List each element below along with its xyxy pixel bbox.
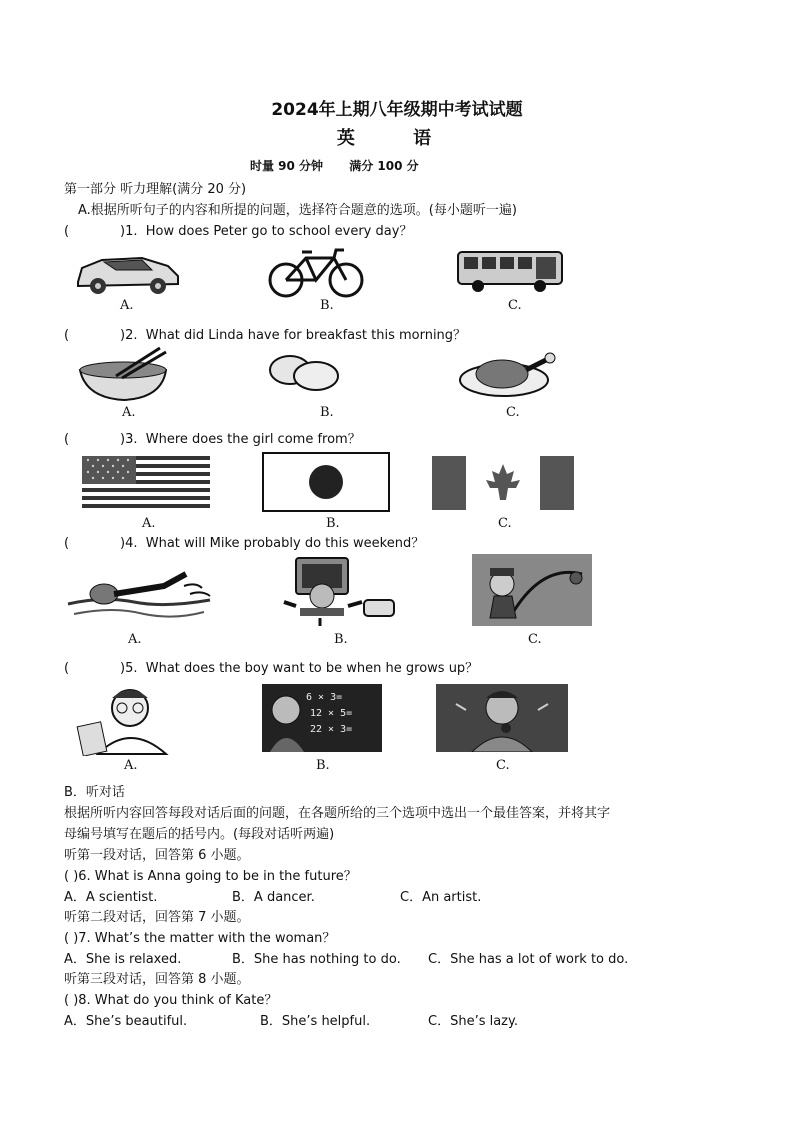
question-number: )1.: [120, 224, 138, 239]
caption-c: C.: [506, 405, 520, 420]
subject-title: 英 语: [336, 128, 458, 149]
answer-bracket[interactable]: (: [64, 224, 70, 239]
option-a[interactable]: A．She is relaxed.: [64, 952, 182, 967]
singer-icon: [436, 684, 568, 752]
caption-b: B.: [320, 405, 334, 420]
caption-b: B.: [326, 516, 340, 531]
section-b-instructions-1: 根据所听内容回答每段对话后面的问题，在各题所给的三个选项中选出一个最佳答案，并将其字: [64, 806, 611, 821]
caption-c: C.: [496, 758, 510, 773]
caption-b: B.: [316, 758, 330, 773]
caption-a: A.: [120, 298, 134, 313]
full-score: 满分 100 分: [349, 159, 419, 173]
computer-game-icon: [276, 556, 404, 628]
caption-a: A.: [122, 405, 136, 420]
caption-c: C.: [498, 516, 512, 531]
question-7: ( )7. What’s the matter with the woman？: [64, 931, 336, 946]
usa-flag-icon: [82, 456, 210, 510]
chicken-plate-icon: [456, 350, 560, 400]
part1-heading: 第一部分 听力理解(满分 20 分): [64, 182, 247, 197]
option-b[interactable]: B．She’s helpful.: [260, 1014, 371, 1029]
question-text: What did Linda have for breakfast this morning？: [145, 328, 467, 343]
option-b[interactable]: B．She has nothing to do.: [232, 952, 401, 967]
svg-text:22 × 3=: 22 × 3=: [310, 724, 353, 735]
fishing-icon: [472, 554, 592, 626]
answer-bracket[interactable]: (: [64, 661, 70, 676]
exam-title: 2024年上期八年级期中考试试题: [271, 100, 523, 120]
section-b-instructions-2: 母编号填写在题后的括号内。(每段对话听两遍): [64, 827, 335, 842]
bus-icon: [456, 248, 566, 294]
question-5: [64, 657, 478, 676]
caption-c: C.: [528, 632, 542, 647]
swimming-icon: [64, 566, 214, 630]
time-limit: 时量 90 分钟: [250, 159, 324, 173]
dialog-intro: 听第三段对话，回答第 8 小题。: [64, 972, 250, 987]
dialog-intro: 听第一段对话，回答第 6 小题。: [64, 848, 250, 863]
section-a-instructions: A.根据所听句子的内容和所提的问题，选择符合题意的选项。(每小题听一遍): [78, 203, 517, 218]
doctor-icon: [74, 684, 184, 756]
eggs-icon: [266, 352, 342, 392]
dialog-intro: 听第二段对话，回答第 7 小题。: [64, 910, 250, 925]
question-number: )3.: [120, 432, 138, 447]
answer-bracket[interactable]: (: [64, 432, 70, 447]
caption-b: B.: [320, 298, 334, 313]
caption-a: A.: [128, 632, 142, 647]
question-number: )5.: [120, 661, 138, 676]
bicycle-icon: [264, 244, 368, 300]
question-text: What does the boy want to be when he grows up？: [145, 661, 479, 676]
exam-meta: [250, 157, 441, 174]
caption-c: C.: [508, 298, 522, 313]
option-b[interactable]: B．A dancer.: [232, 890, 315, 905]
answer-bracket[interactable]: (: [64, 328, 70, 343]
question-8: ( )8. What do you think of Kate？: [64, 993, 278, 1008]
option-c[interactable]: C．She’s lazy.: [428, 1014, 518, 1029]
svg-text:12 × 5=: 12 × 5=: [310, 708, 353, 719]
question-number: )4.: [120, 536, 138, 551]
caption-a: A.: [124, 758, 138, 773]
question-6: ( )6. What is Anna going to be in the future？: [64, 869, 357, 884]
option-c[interactable]: C．She has a lot of work to do.: [428, 952, 629, 967]
question-3: [64, 428, 361, 447]
car-icon: [72, 246, 182, 298]
svg-text:6 × 3=: 6 × 3=: [306, 692, 343, 703]
option-a[interactable]: A．She’s beautiful.: [64, 1014, 188, 1029]
noodle-bowl-icon: [76, 346, 172, 404]
question-number: )2.: [120, 328, 138, 343]
section-b-heading: B．听对话: [64, 785, 125, 800]
question-1: [64, 220, 412, 239]
japan-flag-icon: [262, 452, 390, 512]
canada-flag-icon: [432, 456, 574, 510]
caption-b: B.: [334, 632, 348, 647]
teacher-blackboard-icon: [262, 684, 382, 752]
question-text: Where does the girl come from？: [145, 432, 361, 447]
question-2: [64, 324, 466, 343]
question-text: How does Peter go to school every day？: [145, 224, 413, 239]
option-c[interactable]: C．An artist.: [400, 890, 482, 905]
question-text: What will Mike probably do this weekend？: [145, 536, 425, 551]
question-4: [64, 532, 424, 551]
caption-a: A.: [142, 516, 156, 531]
option-a[interactable]: A．A scientist.: [64, 890, 158, 905]
answer-bracket[interactable]: (: [64, 536, 70, 551]
